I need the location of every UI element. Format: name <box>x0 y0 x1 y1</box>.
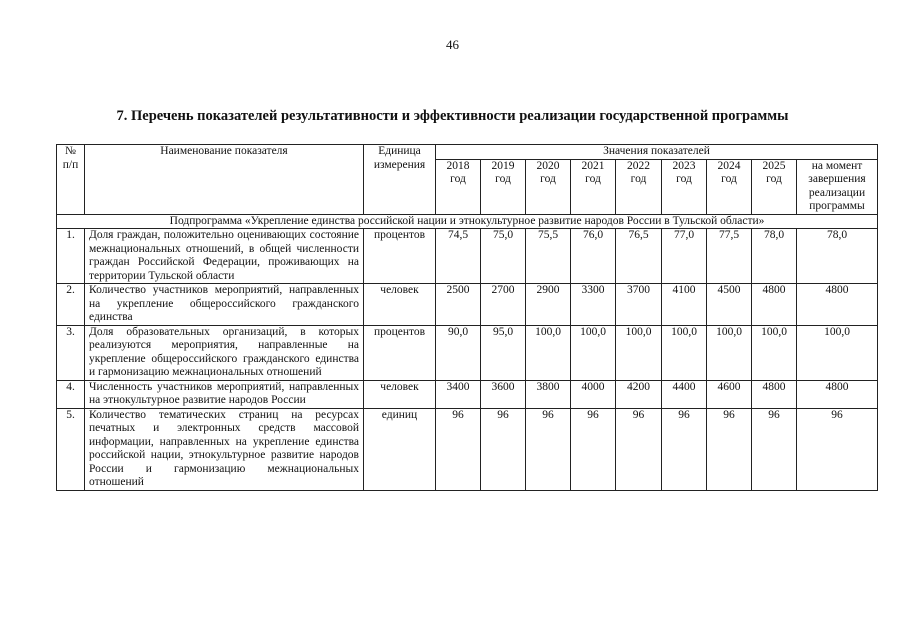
header-year: 2021 год <box>571 159 616 214</box>
row-value: 4800 <box>752 380 797 408</box>
header-unit: Единица измерения <box>364 145 436 215</box>
row-value: 3700 <box>616 284 662 326</box>
row-final: 78,0 <box>797 229 878 284</box>
row-num: 5. <box>57 408 85 490</box>
row-unit: процентов <box>364 229 436 284</box>
row-value: 96 <box>616 408 662 490</box>
row-num: 3. <box>57 325 85 380</box>
row-num: 4. <box>57 380 85 408</box>
table-row <box>57 380 878 408</box>
header-year: 2018 год <box>436 159 481 214</box>
header-values-group: Значения показателей <box>436 145 878 160</box>
row-value: 3400 <box>436 380 481 408</box>
header-year: 2023 год <box>662 159 707 214</box>
row-unit: человек <box>364 284 436 326</box>
row-final: 100,0 <box>797 325 878 380</box>
header-num: № п/п <box>57 145 85 215</box>
row-value: 76,5 <box>616 229 662 284</box>
row-value: 75,0 <box>481 229 526 284</box>
header-final: на момент завершения реализации программы <box>797 159 878 214</box>
row-value: 4600 <box>707 380 752 408</box>
header-row-top <box>57 145 878 160</box>
row-name: Доля граждан, положительно оценивающих состояние межнациональных отношений, в общей численности граждан Российской Федерации, проживающих на территории Тульской области <box>85 229 364 284</box>
row-value: 96 <box>662 408 707 490</box>
header-year: 2024 год <box>707 159 752 214</box>
row-value: 4000 <box>571 380 616 408</box>
subprogram-row <box>57 214 878 229</box>
row-value: 78,0 <box>752 229 797 284</box>
row-final: 96 <box>797 408 878 490</box>
row-value: 77,5 <box>707 229 752 284</box>
row-unit: единиц <box>364 408 436 490</box>
row-name: Количество участников мероприятий, направленных на укрепление общероссийского гражданского единства <box>85 284 364 326</box>
row-num: 2. <box>57 284 85 326</box>
row-unit: процентов <box>364 325 436 380</box>
row-value: 100,0 <box>752 325 797 380</box>
row-value: 74,5 <box>436 229 481 284</box>
row-num: 1. <box>57 229 85 284</box>
row-name: Количество тематических страниц на ресурсах печатных и электронных средств массовой информации, направленных на укрепление единства российской нации, этнокультурное развитие народов России и гармонизацию межнациональных отношений <box>85 408 364 490</box>
row-value: 4500 <box>707 284 752 326</box>
row-value: 3600 <box>481 380 526 408</box>
header-year: 2019 год <box>481 159 526 214</box>
row-value: 3800 <box>526 380 571 408</box>
row-value: 96 <box>707 408 752 490</box>
header-year: 2025 год <box>752 159 797 214</box>
row-name: Численность участников мероприятий, направленных на этнокультурное развитие народов России <box>85 380 364 408</box>
row-value: 75,5 <box>526 229 571 284</box>
header-year: 2020 год <box>526 159 571 214</box>
header-year: 2022 год <box>616 159 662 214</box>
row-value: 100,0 <box>571 325 616 380</box>
row-value: 100,0 <box>616 325 662 380</box>
table-row <box>57 325 878 380</box>
indicators-table <box>56 144 878 491</box>
table-row <box>57 284 878 326</box>
row-value: 4800 <box>752 284 797 326</box>
row-value: 90,0 <box>436 325 481 380</box>
table-row <box>57 229 878 284</box>
row-value: 96 <box>571 408 616 490</box>
row-value: 100,0 <box>526 325 571 380</box>
row-value: 4400 <box>662 380 707 408</box>
table-row <box>57 408 878 490</box>
subprogram-title: Подпрограмма «Укрепление единства российской нации и этнокультурное развитие народов России в Тульской области» <box>57 214 878 229</box>
row-value: 100,0 <box>662 325 707 380</box>
row-value: 96 <box>526 408 571 490</box>
row-value: 96 <box>436 408 481 490</box>
row-value: 95,0 <box>481 325 526 380</box>
row-value: 3300 <box>571 284 616 326</box>
row-value: 2700 <box>481 284 526 326</box>
row-value: 100,0 <box>707 325 752 380</box>
row-value: 4100 <box>662 284 707 326</box>
row-value: 2900 <box>526 284 571 326</box>
document-title: 7. Перечень показателей результативности и эффективности реализации государственной программы <box>116 108 789 124</box>
row-unit: человек <box>364 380 436 408</box>
row-name: Доля образовательных организаций, в которых реализуются мероприятия, направленные на укрепление общероссийского гражданского единства и гармонизацию межнациональных отношений <box>85 325 364 380</box>
row-value: 96 <box>752 408 797 490</box>
row-final: 4800 <box>797 284 878 326</box>
page-number: 46 <box>446 37 459 52</box>
row-value: 77,0 <box>662 229 707 284</box>
row-value: 2500 <box>436 284 481 326</box>
header-name: Наименование показателя <box>85 145 364 215</box>
row-value: 96 <box>481 408 526 490</box>
row-value: 76,0 <box>571 229 616 284</box>
row-final: 4800 <box>797 380 878 408</box>
row-value: 4200 <box>616 380 662 408</box>
